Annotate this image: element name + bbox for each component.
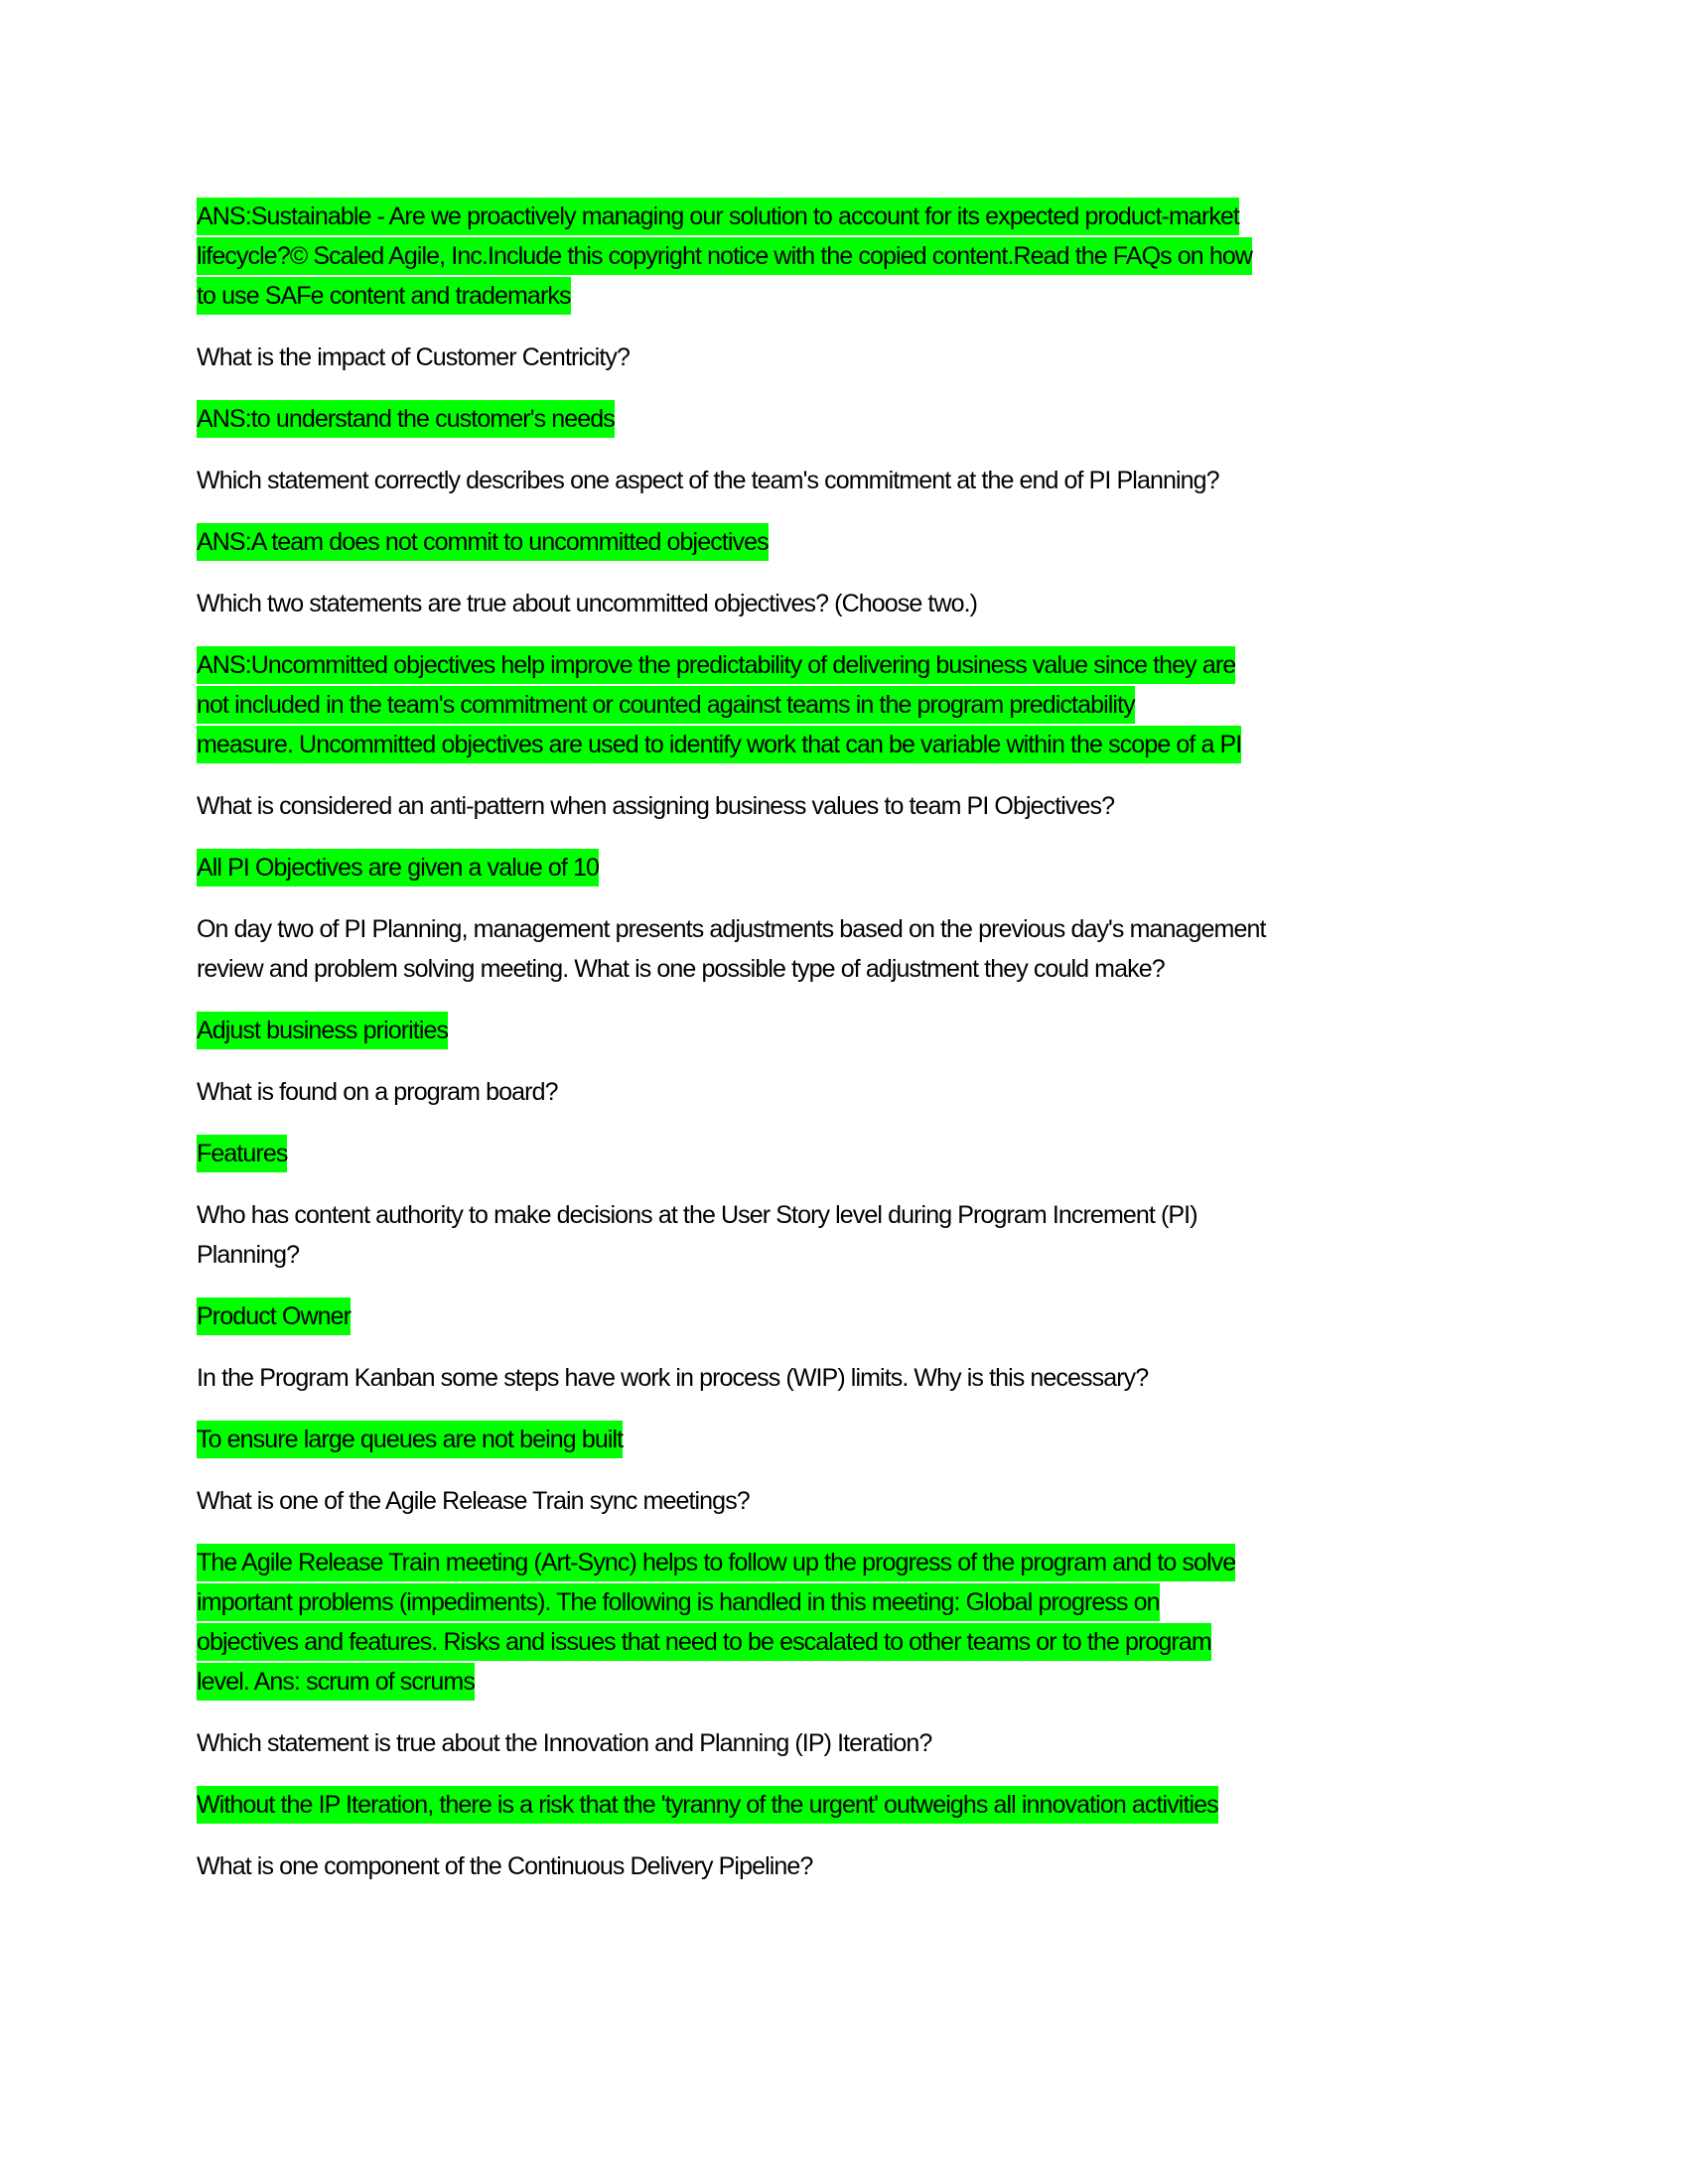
text-line xyxy=(197,949,1507,989)
highlighted-answer xyxy=(197,1785,1507,1825)
highlighted-answer xyxy=(197,399,1507,439)
question-text xyxy=(197,1723,1507,1763)
line-text: Without the IP Iteration, there is a risk that the 'tyranny of the urgent' outweighs all innovation activities xyxy=(197,1786,1218,1824)
text-line xyxy=(197,1134,1507,1173)
line-text: ANS:to understand the customer's needs xyxy=(197,400,615,438)
line-text: measure. Uncommitted objectives are used to identify work that can be variable within the scope of a PI xyxy=(197,726,1241,763)
highlighted-answer xyxy=(197,522,1507,562)
text-line xyxy=(197,1072,1507,1112)
question-text xyxy=(197,1481,1507,1521)
question-text xyxy=(197,461,1507,500)
text-line xyxy=(197,1846,1507,1886)
text-line xyxy=(197,1785,1507,1825)
text-line xyxy=(197,584,1507,623)
question-text xyxy=(197,909,1507,989)
line-text: lifecycle?© Scaled Agile, Inc.Include this copyright notice with the copied content.Read the FAQs on how xyxy=(197,237,1252,275)
line-text: objectives and features. Risks and issues that need to be escalated to other teams or to the program xyxy=(197,1623,1211,1661)
document-page xyxy=(197,197,1507,1908)
line-text: ANS:Uncommitted objectives help improve the predictability of delivering business value since they are xyxy=(197,646,1235,684)
question-text xyxy=(197,584,1507,623)
highlighted-answer xyxy=(197,645,1507,764)
text-line xyxy=(197,197,1507,236)
line-text: ANS:Sustainable - Are we proactively managing our solution to account for its expected product-market xyxy=(197,198,1239,235)
text-line xyxy=(197,1622,1507,1662)
line-text: The Agile Release Train meeting (Art-Sync) helps to follow up the progress of the program and to solve xyxy=(197,1544,1235,1581)
question-text xyxy=(197,338,1507,377)
question-text xyxy=(197,1072,1507,1112)
line-text: What is found on a program board? xyxy=(197,1078,558,1106)
text-line xyxy=(197,786,1507,826)
highlighted-answer xyxy=(197,848,1507,887)
text-line xyxy=(197,645,1507,685)
line-text: important problems (impediments). The following is handled in this meeting: Global progress on xyxy=(197,1583,1160,1621)
text-line xyxy=(197,461,1507,500)
question-text xyxy=(197,1846,1507,1886)
highlighted-answer xyxy=(197,1011,1507,1050)
line-text: ANS:A team does not commit to uncommitted objectives xyxy=(197,523,769,561)
text-line xyxy=(197,1195,1507,1235)
line-text: not included in the team's commitment or counted against teams in the program predictability xyxy=(197,686,1135,724)
line-text: Features xyxy=(197,1135,287,1172)
line-text: To ensure large queues are not being built xyxy=(197,1421,623,1458)
line-text: level. Ans: scrum of scrums xyxy=(197,1663,475,1701)
text-line xyxy=(197,1235,1507,1275)
text-line xyxy=(197,1297,1507,1336)
highlighted-answer xyxy=(197,1420,1507,1459)
text-line xyxy=(197,1481,1507,1521)
text-line xyxy=(197,1543,1507,1582)
text-line xyxy=(197,848,1507,887)
text-line xyxy=(197,522,1507,562)
question-text xyxy=(197,1195,1507,1275)
line-text: In the Program Kanban some steps have work in process (WIP) limits. Why is this necessary? xyxy=(197,1364,1149,1392)
line-text: to use SAFe content and trademarks xyxy=(197,277,571,315)
line-text: On day two of PI Planning, management presents adjustments based on the previous day's management xyxy=(197,915,1266,943)
line-text: What is one component of the Continuous Delivery Pipeline? xyxy=(197,1852,813,1880)
text-line xyxy=(197,1582,1507,1622)
line-text: What is considered an anti-pattern when assigning business values to team PI Objectives? xyxy=(197,792,1115,820)
text-line xyxy=(197,1662,1507,1702)
highlighted-answer xyxy=(197,1543,1507,1702)
highlighted-answer xyxy=(197,1297,1507,1336)
text-line xyxy=(197,725,1507,764)
question-text xyxy=(197,786,1507,826)
line-text: Adjust business priorities xyxy=(197,1012,448,1049)
text-line xyxy=(197,276,1507,316)
text-line xyxy=(197,1358,1507,1398)
text-line xyxy=(197,399,1507,439)
text-line xyxy=(197,236,1507,276)
line-text: All PI Objectives are given a value of 10 xyxy=(197,849,599,887)
line-text: What is one of the Agile Release Train sync meetings? xyxy=(197,1487,750,1515)
line-text: review and problem solving meeting. What is one possible type of adjustment they could make? xyxy=(197,955,1165,983)
line-text: Which statement correctly describes one aspect of the team's commitment at the end of PI Planning? xyxy=(197,467,1219,494)
line-text: Planning? xyxy=(197,1241,300,1269)
line-text: Which two statements are true about uncommitted objectives? (Choose two.) xyxy=(197,590,978,617)
line-text: Product Owner xyxy=(197,1297,351,1335)
line-text: Which statement is true about the Innovation and Planning (IP) Iteration? xyxy=(197,1729,932,1757)
line-text: What is the impact of Customer Centricity? xyxy=(197,343,630,371)
question-text xyxy=(197,1358,1507,1398)
text-line xyxy=(197,685,1507,725)
text-line xyxy=(197,1011,1507,1050)
text-line xyxy=(197,338,1507,377)
text-line xyxy=(197,1723,1507,1763)
highlighted-answer xyxy=(197,1134,1507,1173)
text-line xyxy=(197,1420,1507,1459)
text-line xyxy=(197,909,1507,949)
highlighted-answer xyxy=(197,197,1507,316)
line-text: Who has content authority to make decisions at the User Story level during Program Increment (PI) xyxy=(197,1201,1197,1229)
